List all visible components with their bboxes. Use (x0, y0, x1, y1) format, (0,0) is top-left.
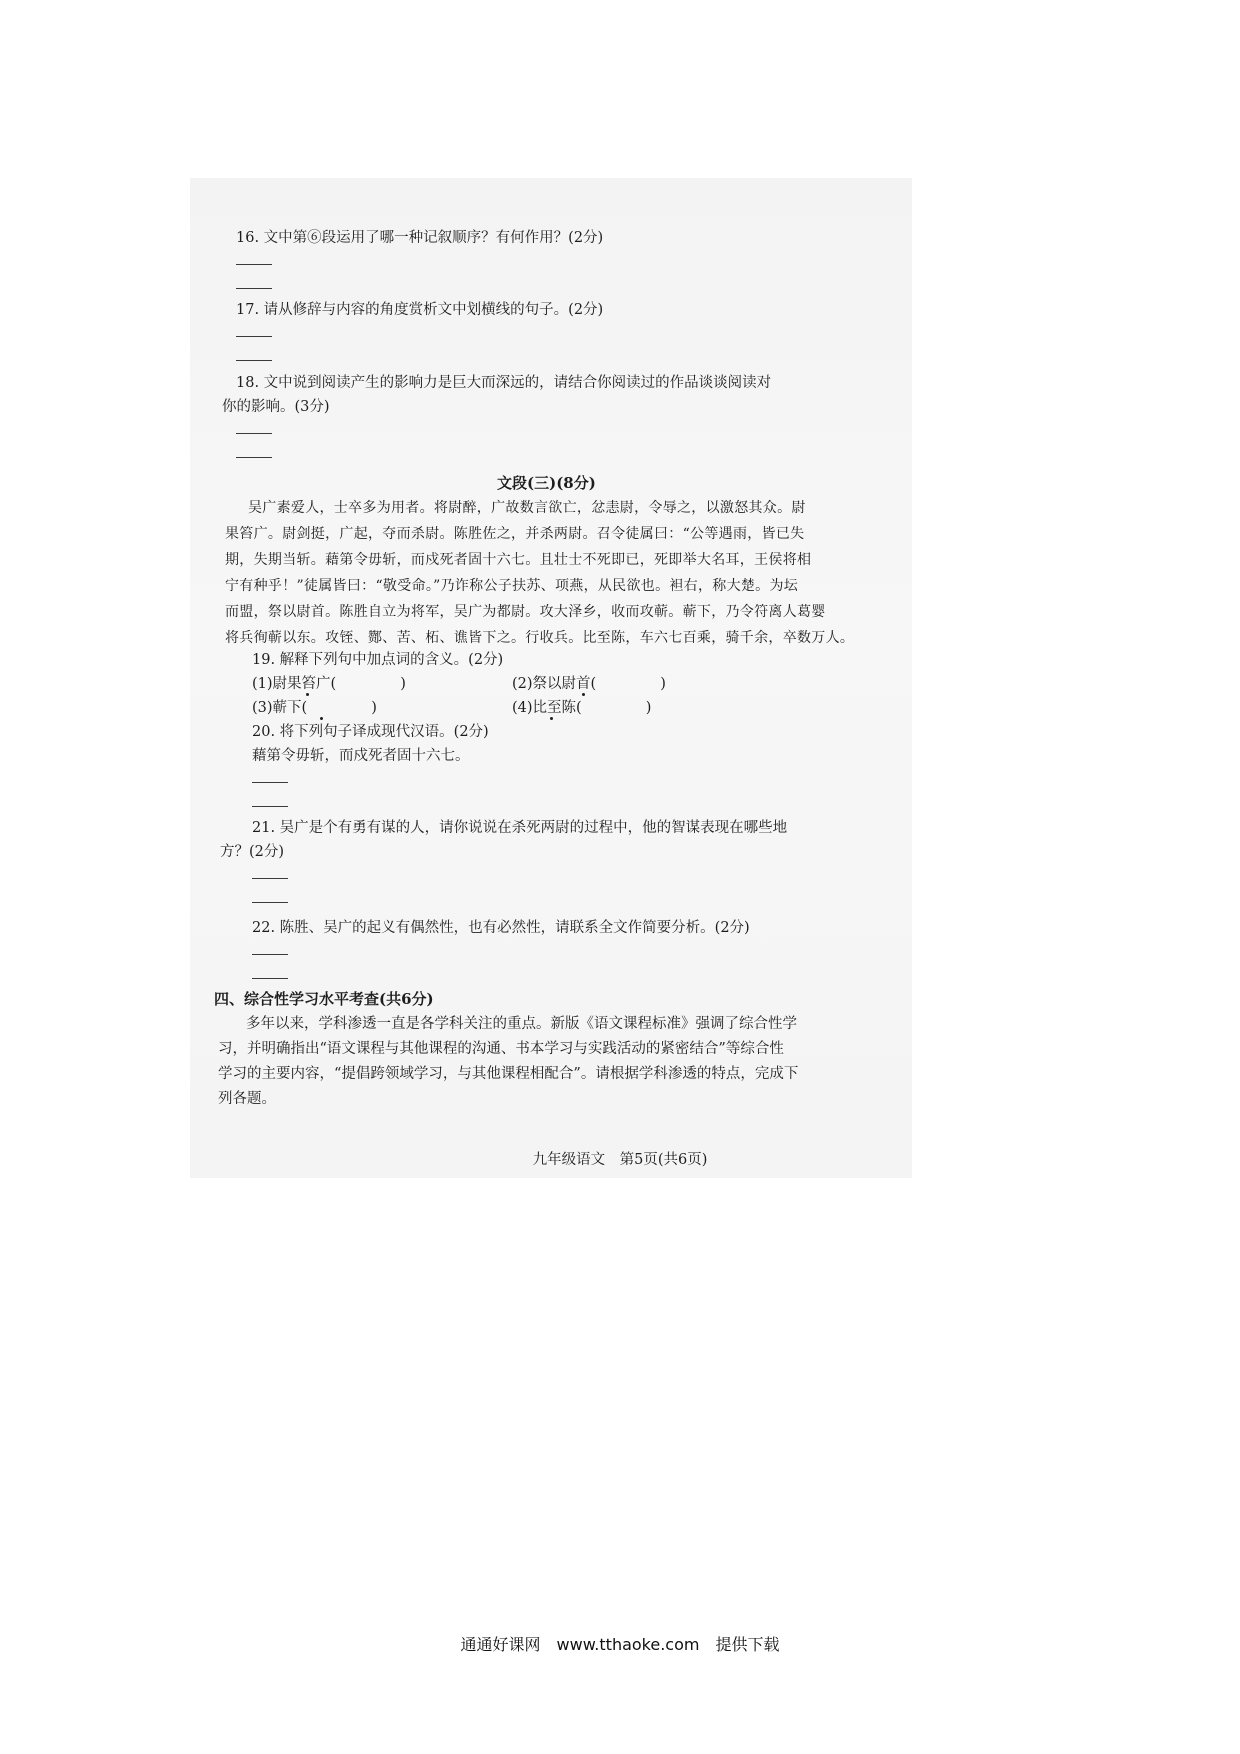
passage-line: 而盟，祭以尉首。陈胜自立为将军，吴广为都尉。攻大泽乡，收而攻蕲。蕲下，乃令符离人葛婴 (225, 604, 826, 620)
question-18-line-1: 18. 文中说到阅读产生的影响力是巨大而深远的，请结合你阅读过的作品谈谈阅读对 (236, 375, 772, 391)
section-4-paragraph-line: 学习的主要内容，“提倡跨领域学习，与其他课程相配合”。请根据学科渗透的特点，完成下 (218, 1066, 799, 1082)
q19-item-1: (1)尉果笞广( ) (252, 676, 406, 692)
section-4-paragraph-line: 多年以来，学科渗透一直是各学科关注的重点。新版《语文课程标准》强调了综合性学 (246, 1016, 797, 1032)
q20-sentence: 藉第令毋斩，而戍死者固十六七。 (252, 748, 470, 764)
passage-line: 吴广素爱人，士卒多为用者。将尉醉，广故数言欲亡，忿恚尉，令辱之，以激怒其众。尉 (248, 500, 806, 516)
emphasis-dot (550, 717, 553, 720)
passage-line: 将兵徇蕲以东。攻铚、酂、苦、柘、谯皆下之。行收兵。比至陈，车六七百乘，骑千余，卒数万人。 (225, 630, 855, 646)
q19-item-2: (2)祭以尉首( ) (512, 676, 666, 692)
q19-item-3: (3)蕲下( ) (252, 700, 377, 716)
site-footer: 通通好课网 www.tthaoke.com 提供下载 (460, 1635, 780, 1654)
answer-line (252, 902, 288, 903)
passage-line: 果笞广。尉剑挺，广起，夺而杀尉。陈胜佐之，并杀两尉。召令徒属曰：“公等遇雨，皆已失 (225, 526, 805, 542)
emphasis-dot (320, 717, 323, 720)
answer-line (252, 954, 288, 955)
question-17: 17. 请从修辞与内容的角度赏析文中划横线的句子。(2分) (236, 302, 604, 318)
question-18-line-2: 你的影响。(3分) (222, 399, 330, 415)
answer-line (252, 978, 288, 979)
answer-line (252, 806, 288, 807)
question-19: 19. 解释下列句中加点词的含义。(2分) (252, 652, 504, 668)
answer-line (236, 360, 272, 361)
answer-line (236, 457, 272, 458)
page-number-footer: 九年级语文 第5页(共6页) (532, 1152, 708, 1168)
answer-line (252, 878, 288, 879)
section-4-title: 四、综合性学习水平考查(共6分) (214, 990, 434, 1008)
emphasis-dot (306, 693, 309, 696)
answer-line (252, 782, 288, 783)
answer-line (236, 288, 272, 289)
passage-line: 宁有种乎！”徒属皆曰：“敬受命。”乃诈称公子扶苏、项燕，从民欲也。袒右，称大楚。为坛 (225, 578, 799, 594)
answer-line (236, 336, 272, 337)
question-21-line-2: 方？(2分) (220, 844, 285, 860)
answer-line (236, 264, 272, 265)
q19-item-4: (4)比至陈( ) (512, 700, 652, 716)
section-3-title: 文段(三)(8分) (497, 474, 596, 492)
section-4-paragraph-line: 列各题。 (218, 1091, 276, 1107)
question-16: 16. 文中第⑥段运用了哪一种记叙顺序？有何作用？(2分) (236, 230, 604, 246)
answer-line (236, 433, 272, 434)
passage-line: 期，失期当斩。藉第令毋斩，而戍死者固十六七。且壮士不死即已，死即举大名耳，王侯将相 (225, 552, 812, 568)
question-21-line-1: 21. 吴广是个有勇有谋的人，请你说说在杀死两尉的过程中，他的智谋表现在哪些地 (252, 820, 788, 836)
question-22: 22. 陈胜、吴广的起义有偶然性，也有必然性，请联系全文作简要分析。(2分) (252, 920, 750, 936)
section-4-paragraph-line: 习，并明确指出“语文课程与其他课程的沟通、书本学习与实践活动的紧密结合”等综合性 (218, 1041, 784, 1057)
emphasis-dot (582, 693, 585, 696)
question-20: 20. 将下列句子译成现代汉语。(2分) (252, 724, 489, 740)
